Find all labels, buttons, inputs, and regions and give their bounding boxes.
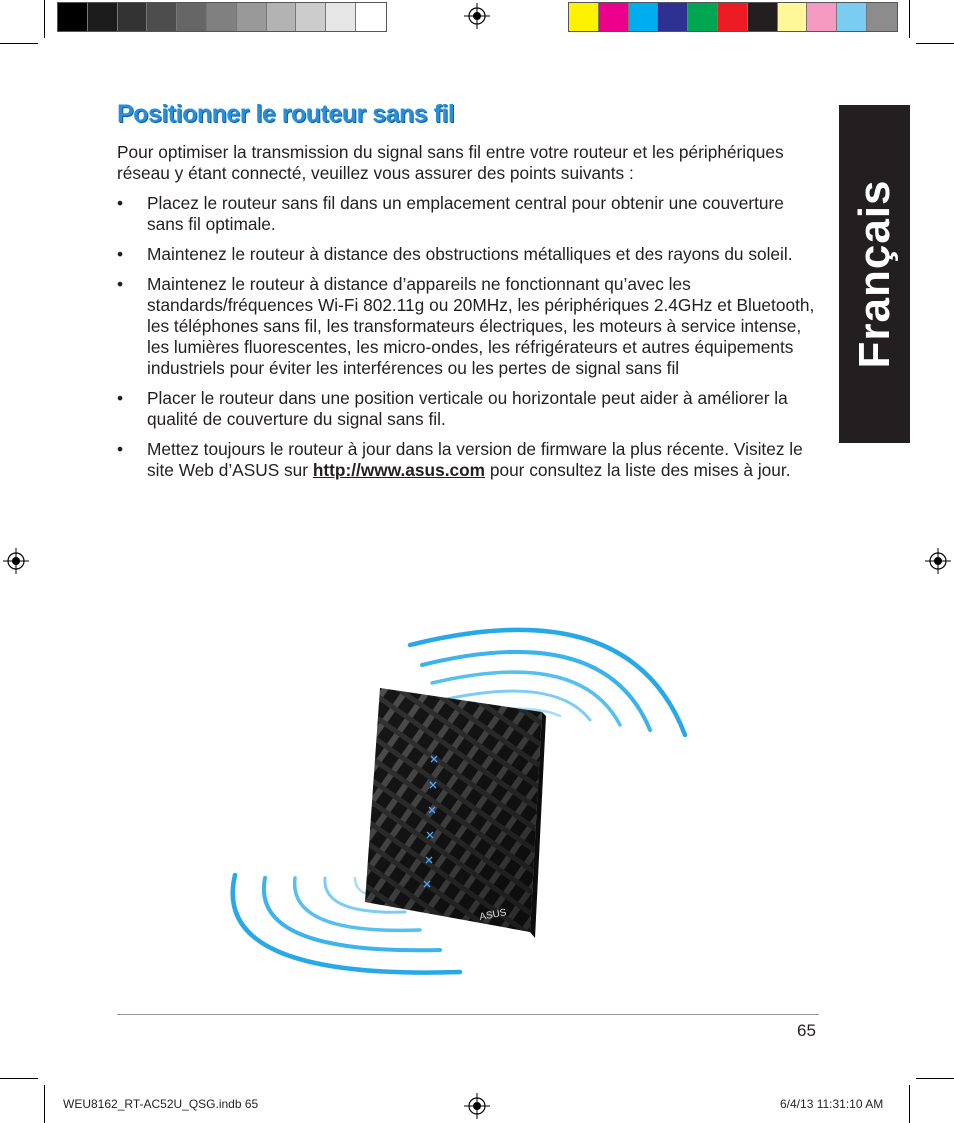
gray-swatch-bar xyxy=(57,2,387,32)
color-swatch xyxy=(658,3,688,31)
bullet-text-after: pour consultez la liste des mises à jour. xyxy=(485,460,791,480)
crop-mark xyxy=(44,1085,45,1123)
color-swatch xyxy=(118,3,148,31)
color-swatch xyxy=(569,3,599,31)
crop-mark xyxy=(916,1078,954,1079)
list-item xyxy=(117,244,817,265)
color-swatch xyxy=(807,3,837,31)
crop-mark xyxy=(0,43,38,44)
list-item xyxy=(117,439,817,481)
registration-mark-icon xyxy=(3,548,29,574)
color-swatch xyxy=(296,3,326,31)
color-swatch xyxy=(237,3,267,31)
registration-mark-icon xyxy=(925,548,951,574)
color-swatch xyxy=(356,3,386,31)
crop-mark xyxy=(909,0,910,38)
color-swatch xyxy=(147,3,177,31)
bullet-symbol: • xyxy=(117,193,124,213)
language-side-tab xyxy=(839,105,910,443)
color-swatch xyxy=(58,3,88,31)
registration-mark-icon xyxy=(464,1093,490,1119)
list-item xyxy=(117,274,817,379)
color-swatch xyxy=(629,3,659,31)
color-swatch xyxy=(748,3,778,31)
crop-mark xyxy=(909,1085,910,1123)
color-swatch xyxy=(778,3,808,31)
crop-mark xyxy=(916,43,954,44)
color-swatch xyxy=(326,3,356,31)
page-title: Positionner le routeur sans fil xyxy=(117,100,455,128)
bullet-symbol: • xyxy=(117,439,124,459)
color-swatch xyxy=(837,3,867,31)
router-illustration xyxy=(210,620,710,990)
bullet-text: Placer le routeur dans une position verticale ou horizontale peut aider à améliorer la qualité de couverture du signal sans fil. xyxy=(147,388,788,429)
router-device xyxy=(365,688,546,938)
router-logo: ASUS xyxy=(478,907,508,923)
bullet-text: Maintenez le routeur à distance des obstructions métalliques et des rayons du soleil. xyxy=(147,244,793,264)
color-swatch-bar xyxy=(568,2,898,32)
bullet-symbol: • xyxy=(117,244,124,264)
bullet-text-before: Mettez toujours le routeur à jour dans la version de firmware la plus récente. Visitez le site Web d’ASUS sur xyxy=(147,439,803,480)
date-slug: 6/4/13 11:31:10 AM xyxy=(780,1097,884,1111)
color-swatch xyxy=(207,3,237,31)
bullet-symbol: • xyxy=(117,388,124,408)
page-number: 65 xyxy=(797,1021,816,1040)
file-slug: WEU8162_RT-AC52U_QSG.indb 65 xyxy=(63,1097,259,1111)
color-swatch xyxy=(718,3,748,31)
color-swatch xyxy=(88,3,118,31)
list-item xyxy=(117,388,817,430)
asus-website-link[interactable]: http://www.asus.com xyxy=(312,460,486,480)
crop-mark xyxy=(0,1078,38,1079)
bullet-symbol: • xyxy=(117,274,124,294)
crop-mark xyxy=(44,0,45,38)
bullet-text: Placez le routeur sans fil dans un emplacement central pour obtenir une couverture sans fil optimale. xyxy=(147,193,784,234)
color-swatch xyxy=(688,3,718,31)
registration-mark-icon xyxy=(464,3,490,29)
intro-paragraph: Pour optimiser la transmission du signal sans fil entre votre routeur et les périphériques réseau y étant connecté, veuillez vous assurer des points suivants : xyxy=(117,142,784,183)
bullet-list xyxy=(117,193,817,490)
language-label: Français xyxy=(849,179,899,369)
footer-rule xyxy=(117,1014,819,1015)
color-swatch xyxy=(867,3,897,31)
color-swatch xyxy=(267,3,297,31)
bullet-text: Maintenez le routeur à distance d’appareils ne fonctionnant qu’avec les standards/fréquences Wi-Fi 802.11g ou 20MHz, les périphériques 2.4GHz et Bluetooth, les téléphones sans fil, les transformateurs électriques, les moteurs à service intense, les lumières fluorescentes, les micro-ondes, les réfrigérateurs et autres équipements industriels pour éviter les interférences ou les pertes de signal sans fil xyxy=(147,274,815,378)
list-item xyxy=(117,193,817,235)
color-swatch xyxy=(599,3,629,31)
color-swatch xyxy=(177,3,207,31)
